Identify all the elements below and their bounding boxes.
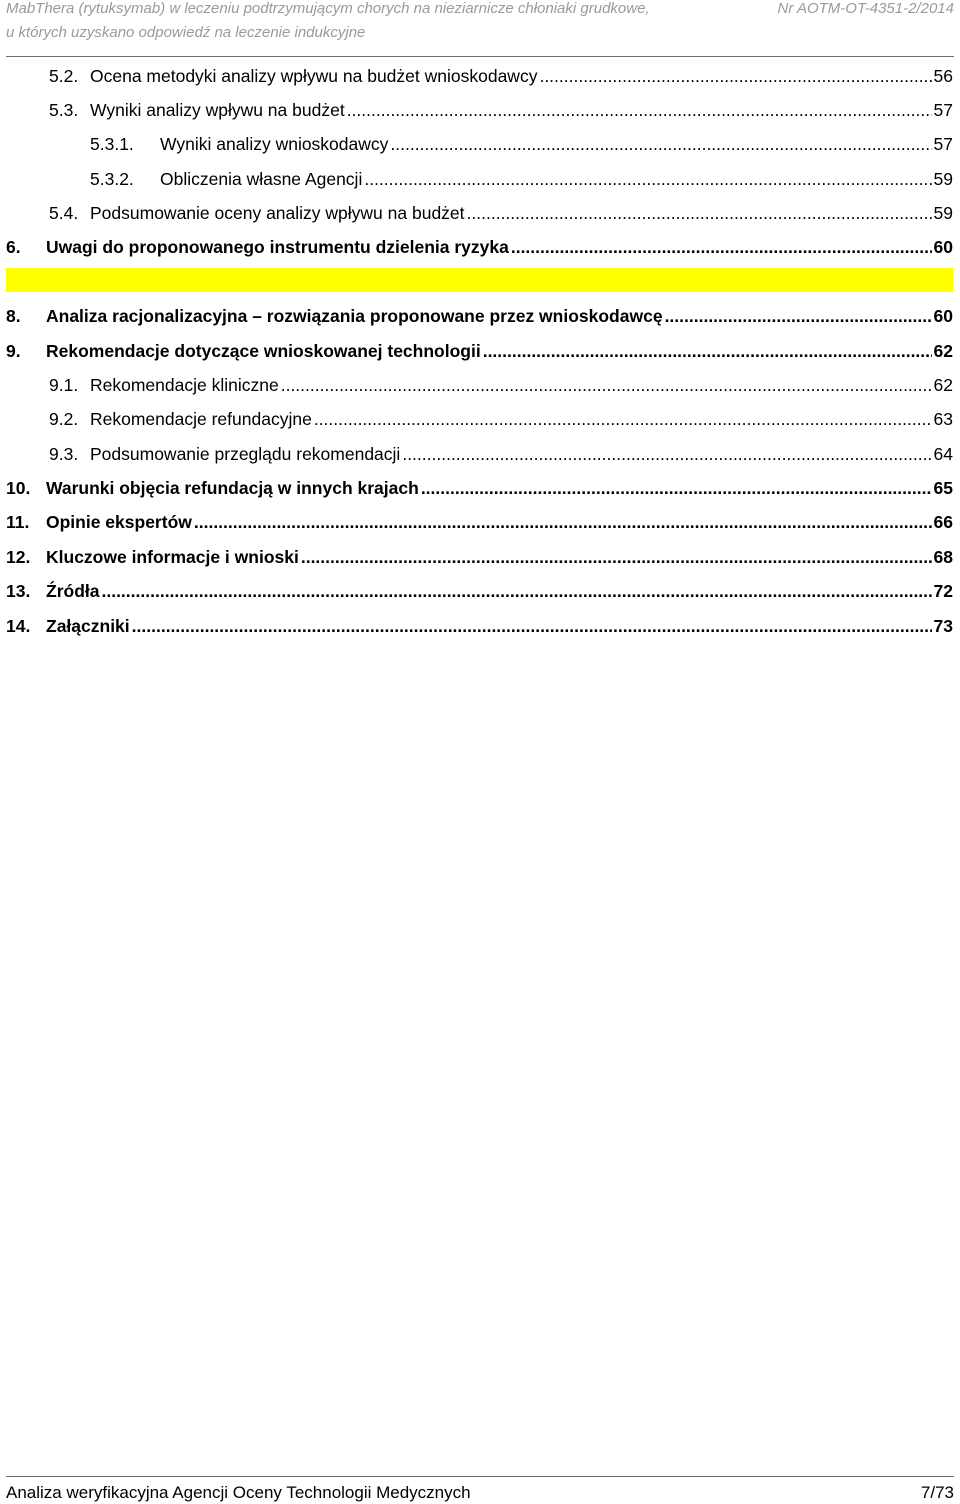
toc-leader-dots bbox=[665, 304, 932, 328]
toc-entry[interactable] bbox=[6, 614, 953, 638]
toc-leader-dots bbox=[364, 167, 931, 191]
toc-leader-dots bbox=[511, 235, 932, 259]
toc-entry-title: Warunki objęcia refundacją w innych krajach bbox=[46, 478, 419, 498]
highlight-bar bbox=[6, 268, 953, 292]
toc-leader-dots bbox=[402, 442, 931, 466]
toc-entry-page: 63 bbox=[933, 409, 953, 429]
toc-entry[interactable] bbox=[6, 545, 953, 569]
toc-entry-title: Rekomendacje kliniczne bbox=[90, 375, 279, 395]
toc-entry-number: 5.3.1. bbox=[90, 134, 134, 154]
toc-entry-title: Podsumowanie przeglądu rekomendacji bbox=[90, 444, 401, 464]
toc-entry-title: Rekomendacje refundacyjne bbox=[90, 409, 312, 429]
toc-entry-number: 9.1. bbox=[49, 375, 79, 395]
toc-entry-number: 8. bbox=[6, 306, 21, 326]
toc-entry[interactable] bbox=[49, 201, 953, 225]
toc-entry-page: 59 bbox=[933, 169, 953, 189]
toc-entry-number: 9.3. bbox=[49, 444, 79, 464]
toc-entry[interactable] bbox=[6, 476, 953, 500]
toc-entry-page: 64 bbox=[933, 444, 953, 464]
toc-entry-number: 5.3. bbox=[49, 100, 79, 120]
toc-entry[interactable] bbox=[49, 373, 953, 397]
toc-entry-title: Opinie ekspertów bbox=[46, 512, 192, 532]
toc-leader-dots bbox=[314, 407, 932, 431]
toc-leader-dots bbox=[539, 64, 931, 88]
toc-entry-title: Obliczenia własne Agencji bbox=[160, 169, 363, 189]
toc-entry-number: 5.4. bbox=[49, 203, 79, 223]
toc-entry[interactable] bbox=[49, 442, 953, 466]
toc-entry-title: Źródła bbox=[46, 581, 100, 601]
toc-entry-title: Uwagi do proponowanego instrumentu dzielenia ryzyka bbox=[46, 237, 509, 257]
toc-entry-number: 10. bbox=[6, 478, 31, 498]
toc-entry-number: 13. bbox=[6, 581, 31, 601]
toc-entry-title: Kluczowe informacje i wnioski bbox=[46, 547, 299, 567]
toc-entry-number: 12. bbox=[6, 547, 31, 567]
page-header bbox=[6, 0, 954, 57]
toc-entry[interactable] bbox=[6, 339, 953, 363]
toc-entry-page: 66 bbox=[933, 512, 953, 532]
toc-entry-number: 9.2. bbox=[49, 409, 79, 429]
toc-entry-number: 14. bbox=[6, 616, 31, 636]
toc-leader-dots bbox=[281, 373, 932, 397]
toc-leader-dots bbox=[301, 545, 932, 569]
toc-entry[interactable] bbox=[6, 304, 953, 328]
toc-leader-dots bbox=[421, 476, 932, 500]
toc-entry[interactable] bbox=[49, 64, 953, 88]
header-doc-number: Nr AOTM-OT-4351-2/2014 bbox=[777, 0, 954, 17]
toc-entry[interactable] bbox=[90, 167, 953, 191]
toc-entry-number: 6. bbox=[6, 237, 21, 257]
toc-entry[interactable] bbox=[49, 98, 953, 122]
toc-entry-number: 9. bbox=[6, 341, 21, 361]
toc-entry-title: Wyniki analizy wnioskodawcy bbox=[160, 134, 389, 154]
toc-entry-page: 62 bbox=[933, 375, 953, 395]
toc-entry-title: Ocena metodyki analizy wpływu na budżet wnioskodawcy bbox=[90, 66, 538, 86]
toc-leader-dots bbox=[347, 98, 932, 122]
toc-leader-dots bbox=[390, 132, 931, 156]
toc-entry-page: 68 bbox=[933, 547, 953, 567]
toc-entry-title: Wyniki analizy wpływu na budżet bbox=[90, 100, 345, 120]
footer-page-indicator: 7/73 bbox=[920, 1483, 954, 1502]
toc-entry[interactable] bbox=[90, 132, 953, 156]
toc-entry-page: 60 bbox=[933, 306, 953, 326]
toc-entry-title: Załączniki bbox=[46, 616, 130, 636]
toc-entry-page: 65 bbox=[933, 478, 953, 498]
toc-entry[interactable] bbox=[6, 579, 953, 603]
toc-entry-page: 62 bbox=[933, 341, 953, 361]
toc-entry-page: 57 bbox=[933, 134, 953, 154]
header-title-line1: MabThera (rytuksymab) w leczeniu podtrzymującym chorych na nieziarnicze chłoniaki grudkowe, bbox=[6, 0, 650, 17]
toc-leader-dots bbox=[467, 201, 932, 225]
toc-entry-number: 11. bbox=[6, 512, 30, 532]
toc-entry-page: 73 bbox=[933, 616, 953, 636]
toc-entry-page: 72 bbox=[933, 581, 953, 601]
page-footer bbox=[6, 1476, 954, 1504]
toc-entry[interactable] bbox=[6, 510, 953, 534]
toc-entry[interactable] bbox=[6, 235, 953, 259]
toc-leader-dots bbox=[483, 339, 932, 363]
toc-leader-dots bbox=[101, 579, 931, 603]
toc-entry-number: 5.3.2. bbox=[90, 169, 134, 189]
toc-entry-number: 5.2. bbox=[49, 66, 79, 86]
toc-entry-title: Rekomendacje dotyczące wnioskowanej technologii bbox=[46, 341, 481, 361]
toc-leader-dots bbox=[132, 614, 932, 638]
footer-agency: Analiza weryfikacyjna Agencji Oceny Technologii Medycznych bbox=[6, 1483, 471, 1502]
toc-leader-dots bbox=[194, 510, 932, 534]
header-title-line2: u których uzyskano odpowiedź na leczenie indukcyjne bbox=[6, 24, 366, 41]
toc-entry-page: 56 bbox=[933, 66, 953, 86]
toc-entry-page: 59 bbox=[933, 203, 953, 223]
toc-entry-title: Analiza racjonalizacyjna – rozwiązania proponowane przez wnioskodawcę bbox=[46, 306, 663, 326]
toc-entry-page: 60 bbox=[933, 237, 953, 257]
toc-entry-title: Podsumowanie oceny analizy wpływu na budżet bbox=[90, 203, 465, 223]
toc-entry-page: 57 bbox=[933, 100, 953, 120]
toc-entry[interactable] bbox=[49, 407, 953, 431]
